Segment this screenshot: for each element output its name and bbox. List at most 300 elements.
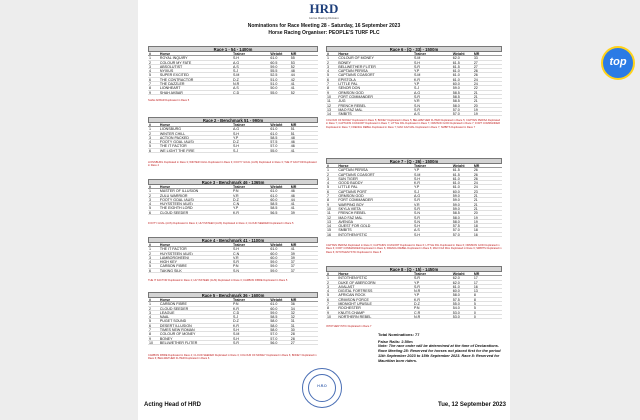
cell-weight: 61.5	[452, 168, 460, 173]
cell-horse: LIONHEART	[159, 86, 181, 91]
cell-trainer: S.H	[413, 224, 420, 229]
cell-horse: FORT COMMANDER	[338, 94, 373, 99]
cell-trainer: A.G	[232, 127, 240, 132]
table-row	[148, 211, 318, 215]
cell-mr: 52	[290, 90, 295, 95]
cell-trainer: D.Z	[413, 302, 420, 307]
cell-trainer: Y.P	[413, 82, 420, 87]
cell-weight: 60.0	[270, 255, 278, 260]
cell-mr: 42	[290, 77, 295, 82]
column-header-mr: MR	[290, 298, 297, 302]
cell-horse: SENOR DON	[338, 86, 361, 91]
cell-no: 9	[327, 310, 329, 315]
cell-mr: 34	[290, 306, 295, 311]
cell-mr: 26	[473, 176, 478, 181]
cell-horse: FRENCH REBEL	[338, 211, 367, 216]
column-header-no: #	[149, 298, 151, 302]
cell-trainer: S.N	[413, 103, 420, 108]
cell-trainer: S.M	[232, 73, 240, 78]
cell-weight: 60.0	[270, 197, 278, 202]
race-3-duplicate-note: FOOTY GOAL (AUS) Duplicated in Race 2; HUYSSTEEN (AUS) Duplicated in Race 4; CLOUD SEEDER Duplicated in Race 5	[148, 222, 294, 225]
cell-mr: 31	[290, 319, 295, 324]
cell-no: 2	[149, 251, 151, 256]
column-header-mr: MR	[473, 272, 480, 276]
cell-trainer: Y.P	[413, 69, 420, 74]
cell-horse: LEAGUE	[159, 310, 175, 315]
cell-weight: 51.0	[270, 82, 278, 87]
column-header-no: #	[149, 243, 151, 247]
cell-mr: 24	[473, 77, 478, 82]
cell-weight: 55.5	[270, 69, 278, 74]
cell-horse: DIGITAL FORTRESS	[338, 289, 373, 294]
race-title: Race 7 - (Q - 26) - 1500m	[326, 158, 502, 164]
cell-weight: 61.0	[452, 185, 460, 190]
cell-trainer: Y.P	[413, 293, 420, 298]
cell-mr: 0	[473, 310, 476, 315]
cell-no: 4	[149, 315, 151, 320]
cell-trainer: N.R	[232, 82, 240, 87]
cell-trainer: S.H	[413, 232, 420, 237]
cell-horse: INTOTHENYSTIC	[338, 276, 368, 281]
cell-trainer: S.M	[413, 172, 421, 177]
cell-no: 1	[149, 127, 151, 132]
column-header-mr: MR	[290, 185, 297, 189]
cell-trainer: S.R	[413, 198, 420, 203]
cell-trainer: S.R	[413, 64, 420, 69]
column-header-trainer: Trainer	[232, 123, 245, 127]
column-header-mr: MR	[290, 243, 297, 247]
cell-mr: 48	[290, 69, 295, 74]
column-header-horse: Horse	[338, 164, 349, 168]
cell-no: 11	[327, 99, 331, 104]
cell-horse: MASTER OF ILLUSION	[159, 189, 199, 194]
cell-horse: SMBITS	[338, 228, 352, 233]
cell-weight: 59.0	[270, 268, 278, 273]
cell-no: 11	[327, 211, 331, 216]
cell-mr: 0	[473, 314, 476, 319]
cell-weight: 57.5	[452, 297, 460, 302]
cell-no: 9	[327, 202, 329, 207]
cell-mr: 51	[290, 131, 295, 136]
cell-mr: 41	[290, 148, 295, 153]
top-badge-text: top	[609, 56, 627, 68]
cell-trainer: Y.P	[232, 206, 239, 211]
cell-weight: 53.0	[452, 314, 460, 319]
column-header-weight: Weight	[270, 243, 283, 247]
cell-mr: 16	[473, 284, 478, 289]
cell-no: 6	[149, 268, 151, 273]
cell-mr: 46	[290, 189, 295, 194]
cell-no: 5	[149, 144, 151, 149]
cell-weight: 52.5	[270, 73, 278, 78]
cell-horse: SUN TIGER	[338, 176, 358, 181]
cell-horse: MAO FAZ MAL	[338, 107, 363, 112]
cell-mr: 28	[290, 336, 295, 341]
cell-mr: 16	[473, 232, 478, 237]
cell-weight: 60.0	[270, 306, 278, 311]
declaration-note: Note: The race order will be determined at the time of Declarations. Race Meeting 28: Reserved for horses not placed first for the period 11th September 2023 to 15th September 2023. Race 8: Reserved for Mauritian born riders.	[378, 344, 501, 363]
cell-mr: 22	[473, 86, 478, 91]
cell-weight: 61.0	[270, 127, 278, 132]
cell-mr: 33	[473, 56, 478, 61]
cell-trainer: P.N	[413, 306, 420, 311]
cell-trainer: A.G	[413, 194, 421, 199]
nominations-document	[138, 0, 510, 420]
cell-trainer: S.H	[413, 176, 420, 181]
cell-mr: 39	[290, 210, 295, 215]
cell-mr: 23	[473, 189, 478, 194]
cell-no: 3	[327, 284, 329, 289]
cell-mr: 24	[473, 82, 478, 87]
cell-horse: ACTION PACKED	[159, 135, 189, 140]
cell-weight: 61.0	[452, 69, 460, 74]
cell-weight: 61.5	[452, 60, 460, 65]
cell-horse: TAKING SILK	[159, 268, 182, 273]
cell-horse: QUEST FOR GOLD	[338, 224, 371, 229]
cell-no: 1	[327, 168, 329, 173]
cell-mr: 28	[290, 332, 295, 337]
cell-no: 2	[149, 60, 151, 65]
cell-trainer: S.H	[232, 131, 239, 136]
cell-horse: ROYAL INQUIRY	[159, 56, 188, 61]
cell-trainer: K.R	[232, 210, 239, 215]
cell-mr: 37	[290, 260, 295, 265]
cell-no: 1	[149, 302, 151, 307]
cell-no: 7	[327, 82, 329, 87]
cell-mr: 5	[473, 302, 476, 307]
race-6-duplicate-note: COLOUR OF MONEY Duplicated in Race 5; BONEY Duplicated in Race 5; BELLWETHER FLITER Duplicated in Race 5; CAPTAIN PERISA Duplicated in Race 7; CAPTAINS COASORT Duplicated in Race 7; LITTLE PAL Duplicated in Race 7; ORMSON GOD Duplicated in Race 7; FORT COMMANDER Duplicated in Race 7; FRENCH REBEL Duplicated in Race 7; MAO FAZ MAL Duplicated in Race 7; SMBITS Duplicated in Race 7	[326, 119, 501, 129]
cell-mr: 36	[290, 302, 295, 307]
cell-no: 13	[327, 107, 331, 112]
cell-weight: 57.0	[452, 107, 460, 112]
race-title: Race 3 - Benchmark 46 - 1365m	[148, 179, 318, 185]
race-6-table	[326, 46, 502, 116]
cell-trainer: A.S	[413, 228, 420, 233]
cell-trainer: V.R	[413, 99, 420, 104]
table-row	[148, 149, 318, 153]
cell-no: 5	[327, 293, 329, 298]
cell-horse: BELLWETHER FLITER	[159, 340, 198, 345]
cell-trainer: S.J	[232, 69, 239, 74]
column-header-trainer: Trainer	[232, 298, 245, 302]
cell-trainer: A.S	[232, 64, 239, 69]
column-header-no: #	[149, 123, 151, 127]
cell-trainer: A.G	[413, 90, 421, 95]
cell-trainer: S.H	[232, 336, 239, 341]
cell-horse: CAPTAINS PORT	[338, 189, 367, 194]
cell-horse: JUG	[338, 99, 346, 104]
cell-no: 8	[149, 86, 151, 91]
cell-horse: COLOUR OF MONEY	[159, 332, 196, 337]
cell-trainer: V.R	[232, 193, 239, 198]
cell-no: 8	[327, 86, 329, 91]
cell-no: 7	[149, 82, 151, 87]
column-header-trainer: Trainer	[413, 52, 426, 56]
column-header-trainer: Trainer	[232, 243, 245, 247]
cell-mr: 21	[473, 198, 478, 203]
cell-no: 10	[327, 206, 331, 211]
cell-no: 3	[149, 255, 151, 260]
cell-no: 1	[149, 247, 151, 252]
column-header-weight: Weight	[270, 298, 283, 302]
cell-weight: 56.0	[270, 340, 278, 345]
cell-mr: 20	[473, 211, 478, 216]
cell-horse: CAPTAINS COASORT	[338, 73, 375, 78]
cell-no: 4	[149, 140, 151, 145]
cell-mr: 41	[290, 86, 295, 91]
race-7-table	[326, 158, 502, 237]
column-header-horse: Horse	[159, 243, 171, 247]
cell-horse: CARBON FIBRE	[159, 264, 187, 269]
cell-trainer: C.D	[232, 310, 240, 315]
cell-trainer: Y.P	[413, 280, 420, 285]
cell-horse: ABSOLUTIST	[159, 64, 183, 69]
cell-weight: 55.0	[270, 148, 278, 153]
race-title: Race 8 - (Q - 15) - 1450m	[326, 266, 502, 272]
cell-weight: 59.0	[452, 194, 460, 199]
cell-horse: ORMSON GOD	[338, 194, 364, 199]
cell-no: 7	[327, 302, 329, 307]
cell-horse: THE CONTRACTOR	[159, 77, 194, 82]
column-header-horse: Horse	[159, 123, 171, 127]
column-header-weight: Weight	[270, 52, 283, 56]
cell-no: 3	[149, 310, 151, 315]
cell-no: 5	[327, 73, 329, 78]
race-title: Race 4 - Benchmark 41 - 1100m	[148, 237, 318, 243]
cell-weight: 61.0	[452, 73, 460, 78]
cell-weight: 57.0	[270, 332, 278, 337]
cell-weight: 50.0	[270, 86, 278, 91]
cell-no: 2	[149, 193, 151, 198]
cell-trainer: Y.P	[413, 185, 420, 190]
cell-trainer: S.R	[413, 94, 420, 99]
cell-horse: COLOUR OF MONEY	[338, 56, 374, 61]
top-channel-badge	[601, 46, 635, 80]
cell-weight: 59.0	[452, 198, 460, 203]
cell-trainer: Y.P	[232, 135, 239, 140]
cell-weight: 61.0	[270, 302, 278, 307]
cell-trainer: S.J	[413, 189, 420, 194]
cell-no: 3	[149, 64, 151, 69]
cell-weight: 58.5	[270, 315, 278, 320]
cell-trainer: V.R	[413, 202, 420, 207]
column-header-horse: Horse	[338, 52, 349, 56]
cell-weight: 61.0	[270, 193, 278, 198]
table-row	[326, 112, 502, 116]
document-date: Tue, 12 September 2023	[438, 402, 506, 408]
cell-horse: THE DAZZLER	[159, 82, 185, 87]
cell-horse: AFRICAN ROCK	[338, 293, 366, 298]
cell-no: 5	[149, 319, 151, 324]
cell-weight: 57.0	[452, 112, 460, 117]
cell-weight: 58.0	[452, 215, 460, 220]
cell-trainer: S.M	[232, 332, 240, 337]
race-5-table	[148, 292, 318, 345]
cell-trainer: D.Z	[232, 140, 239, 145]
cell-horse: FORT COMMANDER	[338, 198, 373, 203]
cell-trainer: S.H	[232, 56, 239, 61]
cell-weight: 53.0	[452, 310, 460, 315]
cell-weight: 60.0	[452, 189, 460, 194]
cell-horse: KNUTS CHAMP	[338, 310, 365, 315]
cell-horse: BONEY	[338, 60, 351, 65]
cell-no: 5	[149, 206, 151, 211]
cell-mr: 24	[473, 181, 478, 186]
cell-trainer: N.R	[413, 289, 421, 294]
cell-horse: THE IT FACTOR	[159, 247, 187, 252]
total-nominations: Total Nominations: 77	[378, 332, 420, 337]
column-header-horse: Horse	[338, 272, 349, 276]
cell-horse: LITTLE PAL	[338, 82, 358, 87]
cell-no: 1	[149, 189, 151, 194]
cell-mr: 44	[290, 197, 295, 202]
race-7-duplicate-note: CAPTAIN PERISA Duplicated in Race 6; CAPTAINS COASORT Duplicated in Race 6; LITTLE PAL Duplicated in Race 6; ORMSON GOD Duplicated in Race 6; FORT COMMANDER Duplicated in Race 6; FRENCH REBEL Duplicated in Race 6; MAO FAZ MAL Duplicated in Race 6; SMBITS Duplicated in Race 6; INTOTHENYSTIC Duplicated in Race 8	[326, 244, 502, 254]
cell-no: 1	[327, 56, 329, 61]
cell-trainer: S.R	[232, 260, 239, 265]
cell-horse: NORTHERN REBEL	[338, 314, 372, 319]
column-header-weight: Weight	[452, 272, 465, 276]
cell-mr: 46	[290, 193, 295, 198]
cell-weight: 57.0	[452, 228, 460, 233]
cell-weight: 59.0	[452, 86, 460, 91]
cell-mr: 32	[290, 315, 295, 320]
cell-weight: 59.0	[452, 206, 460, 211]
column-header-trainer: Trainer	[413, 272, 426, 276]
cell-no: 15	[327, 228, 331, 233]
race-2-table	[148, 117, 318, 153]
cell-no: 1	[149, 56, 151, 61]
cell-mr: 53	[290, 60, 295, 65]
cell-horse: FOOTY GOAL (AUS)	[159, 140, 194, 145]
cell-weight: 61.0	[452, 181, 460, 186]
cell-trainer: S.R	[413, 107, 420, 112]
cell-no: 7	[327, 194, 329, 199]
column-header-no: #	[327, 164, 329, 168]
cell-trainer: S.R	[413, 284, 420, 289]
cell-mr: 13	[473, 289, 478, 294]
cell-mr: 26	[473, 73, 478, 78]
cell-horse: NAAL	[159, 315, 170, 320]
cell-weight: 59.0	[270, 260, 278, 265]
cell-weight: 58.0	[270, 319, 278, 324]
cell-horse: ROCHESTER	[338, 306, 361, 311]
hrd-stamp-text: H.R.D	[317, 384, 327, 388]
cell-mr: 19	[473, 215, 478, 220]
cell-no: 8	[327, 306, 329, 311]
cell-weight: 58.0	[452, 219, 460, 224]
table-row	[148, 269, 318, 273]
cell-no: 4	[149, 260, 151, 265]
cell-weight: 58.5	[270, 135, 278, 140]
cell-no: 9	[149, 90, 151, 95]
cell-trainer: A.G	[232, 60, 240, 65]
column-header-trainer: Trainer	[232, 185, 245, 189]
cell-no: 13	[327, 219, 331, 224]
cell-no: 4	[327, 289, 329, 294]
cell-horse: AVENGA	[338, 219, 354, 224]
cell-horse: SUPER EXCITED	[159, 73, 189, 78]
cell-mr: 31	[290, 323, 295, 328]
race-8-duplicate-note: INTOTHENYSTIC Duplicated in Race 7	[326, 325, 372, 328]
cell-horse: LAMBORGHEENI	[159, 255, 189, 260]
race-2-duplicate-note: LIONSBURG Duplicated in Race 3; WINTER CHILL Duplicated in Race 3; FOOTY GOAL (AUS) Duplicated in Race 3; THE IT FACTOR Duplicated in Race 4	[148, 161, 317, 168]
race-title: Race 5 - Benchmark 36 - 1600m	[148, 292, 318, 298]
cell-horse: CRIMSON FORCE	[338, 297, 369, 302]
cell-mr: 5	[473, 306, 476, 311]
cell-weight: 55.0	[452, 302, 460, 307]
cell-no: 6	[327, 189, 329, 194]
cell-trainer: S.N	[232, 268, 239, 273]
cell-trainer: D.Z	[232, 319, 239, 324]
cell-horse: INTOTHENYSTIC	[338, 232, 368, 237]
cell-weight: 57.5	[270, 140, 278, 145]
cell-no: 2	[149, 131, 151, 136]
cell-horse: LITTLE PAL	[338, 185, 358, 190]
cell-horse: HIGH KEY	[159, 260, 178, 265]
cell-no: 9	[327, 90, 329, 95]
cell-weight: 61.0	[270, 189, 278, 194]
cell-weight: 61.5	[452, 172, 460, 177]
cell-weight: 62.0	[452, 276, 460, 281]
cell-trainer: S.J	[413, 86, 420, 91]
column-header-no: #	[327, 52, 329, 56]
cell-trainer: C.R	[413, 310, 421, 315]
cell-no: 6	[149, 210, 151, 215]
cell-weight: 58.0	[270, 328, 278, 333]
race-8-table	[326, 266, 502, 319]
cell-horse: WINTER CHILL	[159, 131, 186, 136]
cell-trainer: P.N	[232, 302, 239, 307]
cell-mr: 30	[290, 328, 295, 333]
table-row	[148, 91, 318, 95]
cell-mr: 41	[290, 247, 295, 252]
cell-trainer: S.M	[413, 56, 421, 61]
cell-mr: 21	[473, 99, 478, 104]
cell-trainer: K.R	[413, 297, 420, 302]
cell-horse: SMBITS	[338, 112, 352, 117]
cell-no: 6	[149, 148, 151, 153]
cell-horse: PUGET SOUND	[159, 319, 187, 324]
cell-mr: 27	[473, 64, 478, 69]
column-header-no: #	[327, 272, 329, 276]
cell-no: 6	[327, 77, 329, 82]
race-1-table	[148, 46, 318, 95]
cell-trainer: P.N	[232, 264, 239, 269]
cell-trainer: S.H	[232, 247, 239, 252]
column-header-weight: Weight	[270, 185, 283, 189]
cell-weight: 56.5	[270, 210, 278, 215]
cell-horse: COLOUR MY FATE	[159, 60, 192, 65]
cell-mr: 32	[290, 310, 295, 315]
race-5-duplicate-note: CARBON FIBRE Duplicated in Race 4; CLOUD SEEDER Duplicated in Race 3; COLOUR OF MONEY Duplicated in Race 6; BONEY Duplicated in Race 6; BELLWETHER FLITER Duplicated in Race 6	[148, 354, 317, 361]
cell-no: 7	[149, 328, 151, 333]
cell-no: 10	[327, 94, 331, 99]
cell-mr: 51	[290, 127, 295, 132]
column-header-mr: MR	[290, 52, 297, 56]
cell-horse: MAO FAZ MAL	[338, 215, 363, 220]
cell-no: 2	[327, 280, 329, 285]
cell-weight: 60.0	[452, 82, 460, 87]
cell-trainer: K.R	[232, 306, 239, 311]
column-header-horse: Horse	[159, 52, 171, 56]
cell-no: 6	[149, 323, 151, 328]
cell-no: 9	[149, 336, 151, 341]
cell-weight: 58.0	[452, 103, 460, 108]
cell-mr: 41	[290, 202, 295, 207]
cell-no: 3	[149, 135, 151, 140]
cell-weight: 57.0	[452, 232, 460, 237]
cell-no: 3	[327, 64, 329, 69]
